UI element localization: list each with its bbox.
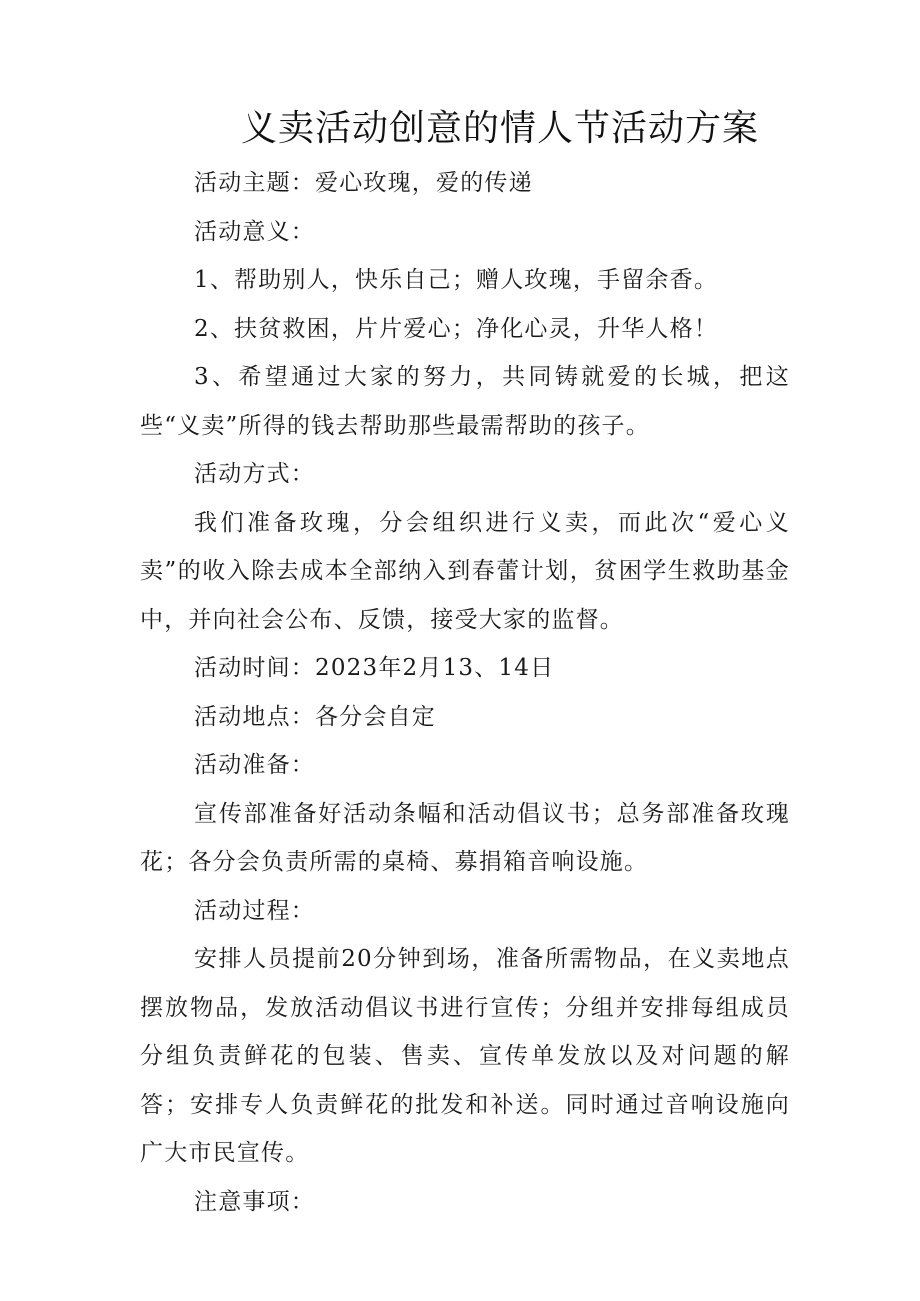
paragraph-significance-2: 2、扶贫救困，片片爱心；净化心灵，升华人格！ [194, 315, 719, 342]
paragraph-theme: 活动主题：爱心玫瑰，爱的传递 [194, 170, 533, 196]
paragraph-method: 我们准备玫瑰，分会组织进行义卖，而此次“爱心义卖”的收入除去成本全部纳入到春蕾计划，贫困学生救助基金中，并向社会公布、反馈，接受大家的监督。 [140, 509, 790, 633]
paragraph-process-heading: 活动过程： [194, 897, 315, 924]
paragraph-preparation-heading: 活动准备： [194, 752, 315, 778]
paragraph-significance-1: 1、帮助别人，快乐自己；赠人玫瑰，手留余香。 [194, 267, 719, 293]
paragraph-notes-heading: 注意事项： [194, 1188, 315, 1215]
paragraph-time: 活动时间：2023年2月13、14日 [194, 655, 555, 681]
document-title: 义卖活动创意的情人节活动方案 [240, 108, 759, 149]
paragraph-process: 安排人员提前20分钟到场，准备所需物品，在义卖地点摆放物品，发放活动倡议书进行宣传；分组并安排每组成员分组负责鲜花的包装、售卖、宣传单发放以及对问题的解答；安排专人负责鲜花的批发和补送。同时通过音响设施向广大市民宣传。 [140, 946, 790, 1166]
paragraph-significance-heading: 活动意义： [194, 218, 315, 245]
paragraph-preparation: 宣传部准备好活动条幅和活动倡议书；总务部准备玫瑰花；各分会负责所需的桌椅、募捐箱音响设施。 [140, 800, 790, 875]
paragraph-method-heading: 活动方式： [194, 461, 315, 487]
paragraph-significance-3: 3、希望通过大家的努力，共同铸就爱的长城，把这些“义卖”所得的钱去帮助那些最需帮助的孩子。 [140, 364, 790, 439]
document-body [140, 159, 790, 1226]
paragraph-location: 活动地点：各分会自定 [194, 703, 436, 730]
